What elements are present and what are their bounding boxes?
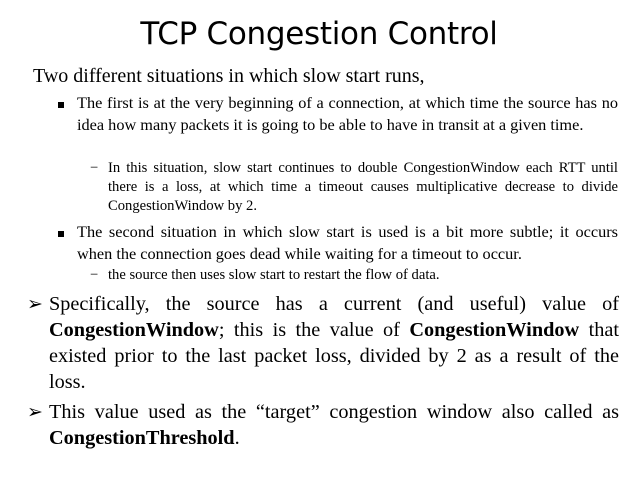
sub-bullet-text: In this situation, slow start continues to double CongestionWindow each RTT until there is a loss, at which time a timeout causes multiplicative decrease to divide CongestionWindow by 2.	[108, 160, 618, 214]
point-specifically	[27, 291, 619, 395]
congestion-window-term: CongestionWindow	[409, 319, 580, 341]
bullet-text: The second situation in which slow start is used is a bit more subtle; it occurs when the connection goes dead while waiting for a timeout to occur.	[77, 222, 618, 263]
point-target-window	[27, 399, 619, 451]
congestion-threshold-term: CongestionThreshold	[49, 427, 235, 449]
sub-bullet-text: the source then uses slow start to restart the flow of data.	[108, 267, 440, 283]
dash-bullet-icon: −	[90, 160, 99, 176]
dash-bullet-icon: −	[90, 267, 99, 283]
congestion-window-term: CongestionWindow	[49, 319, 219, 341]
square-bullet-icon	[58, 92, 64, 114]
intro-text: Two different situations in which slow start runs,	[33, 65, 425, 87]
point-text: This value used as the “target” congestion window also called as CongestionThreshold.	[49, 401, 619, 449]
point-text: Specifically, the source has a current (and useful) value of CongestionWindow; this is the value of CongestionWindow that existed prior to the last packet loss, divided by 2 as a result of the loss.	[49, 293, 619, 393]
bullet-text: The first is at the very beginning of a connection, at which time the source has no idea how many packets it is going to be able to have in transit at a given time.	[77, 93, 618, 134]
arrow-bullet-icon: ➢	[27, 293, 43, 315]
arrow-bullet-icon: ➢	[27, 401, 43, 423]
square-bullet-icon	[58, 221, 64, 243]
bullet-second-situation	[58, 221, 618, 264]
bullet-first-situation	[58, 92, 618, 135]
sub-bullet-second-situation	[90, 266, 618, 285]
slide-title: TCP Congestion Control	[140, 16, 498, 52]
sub-bullet-first-situation	[90, 159, 618, 216]
